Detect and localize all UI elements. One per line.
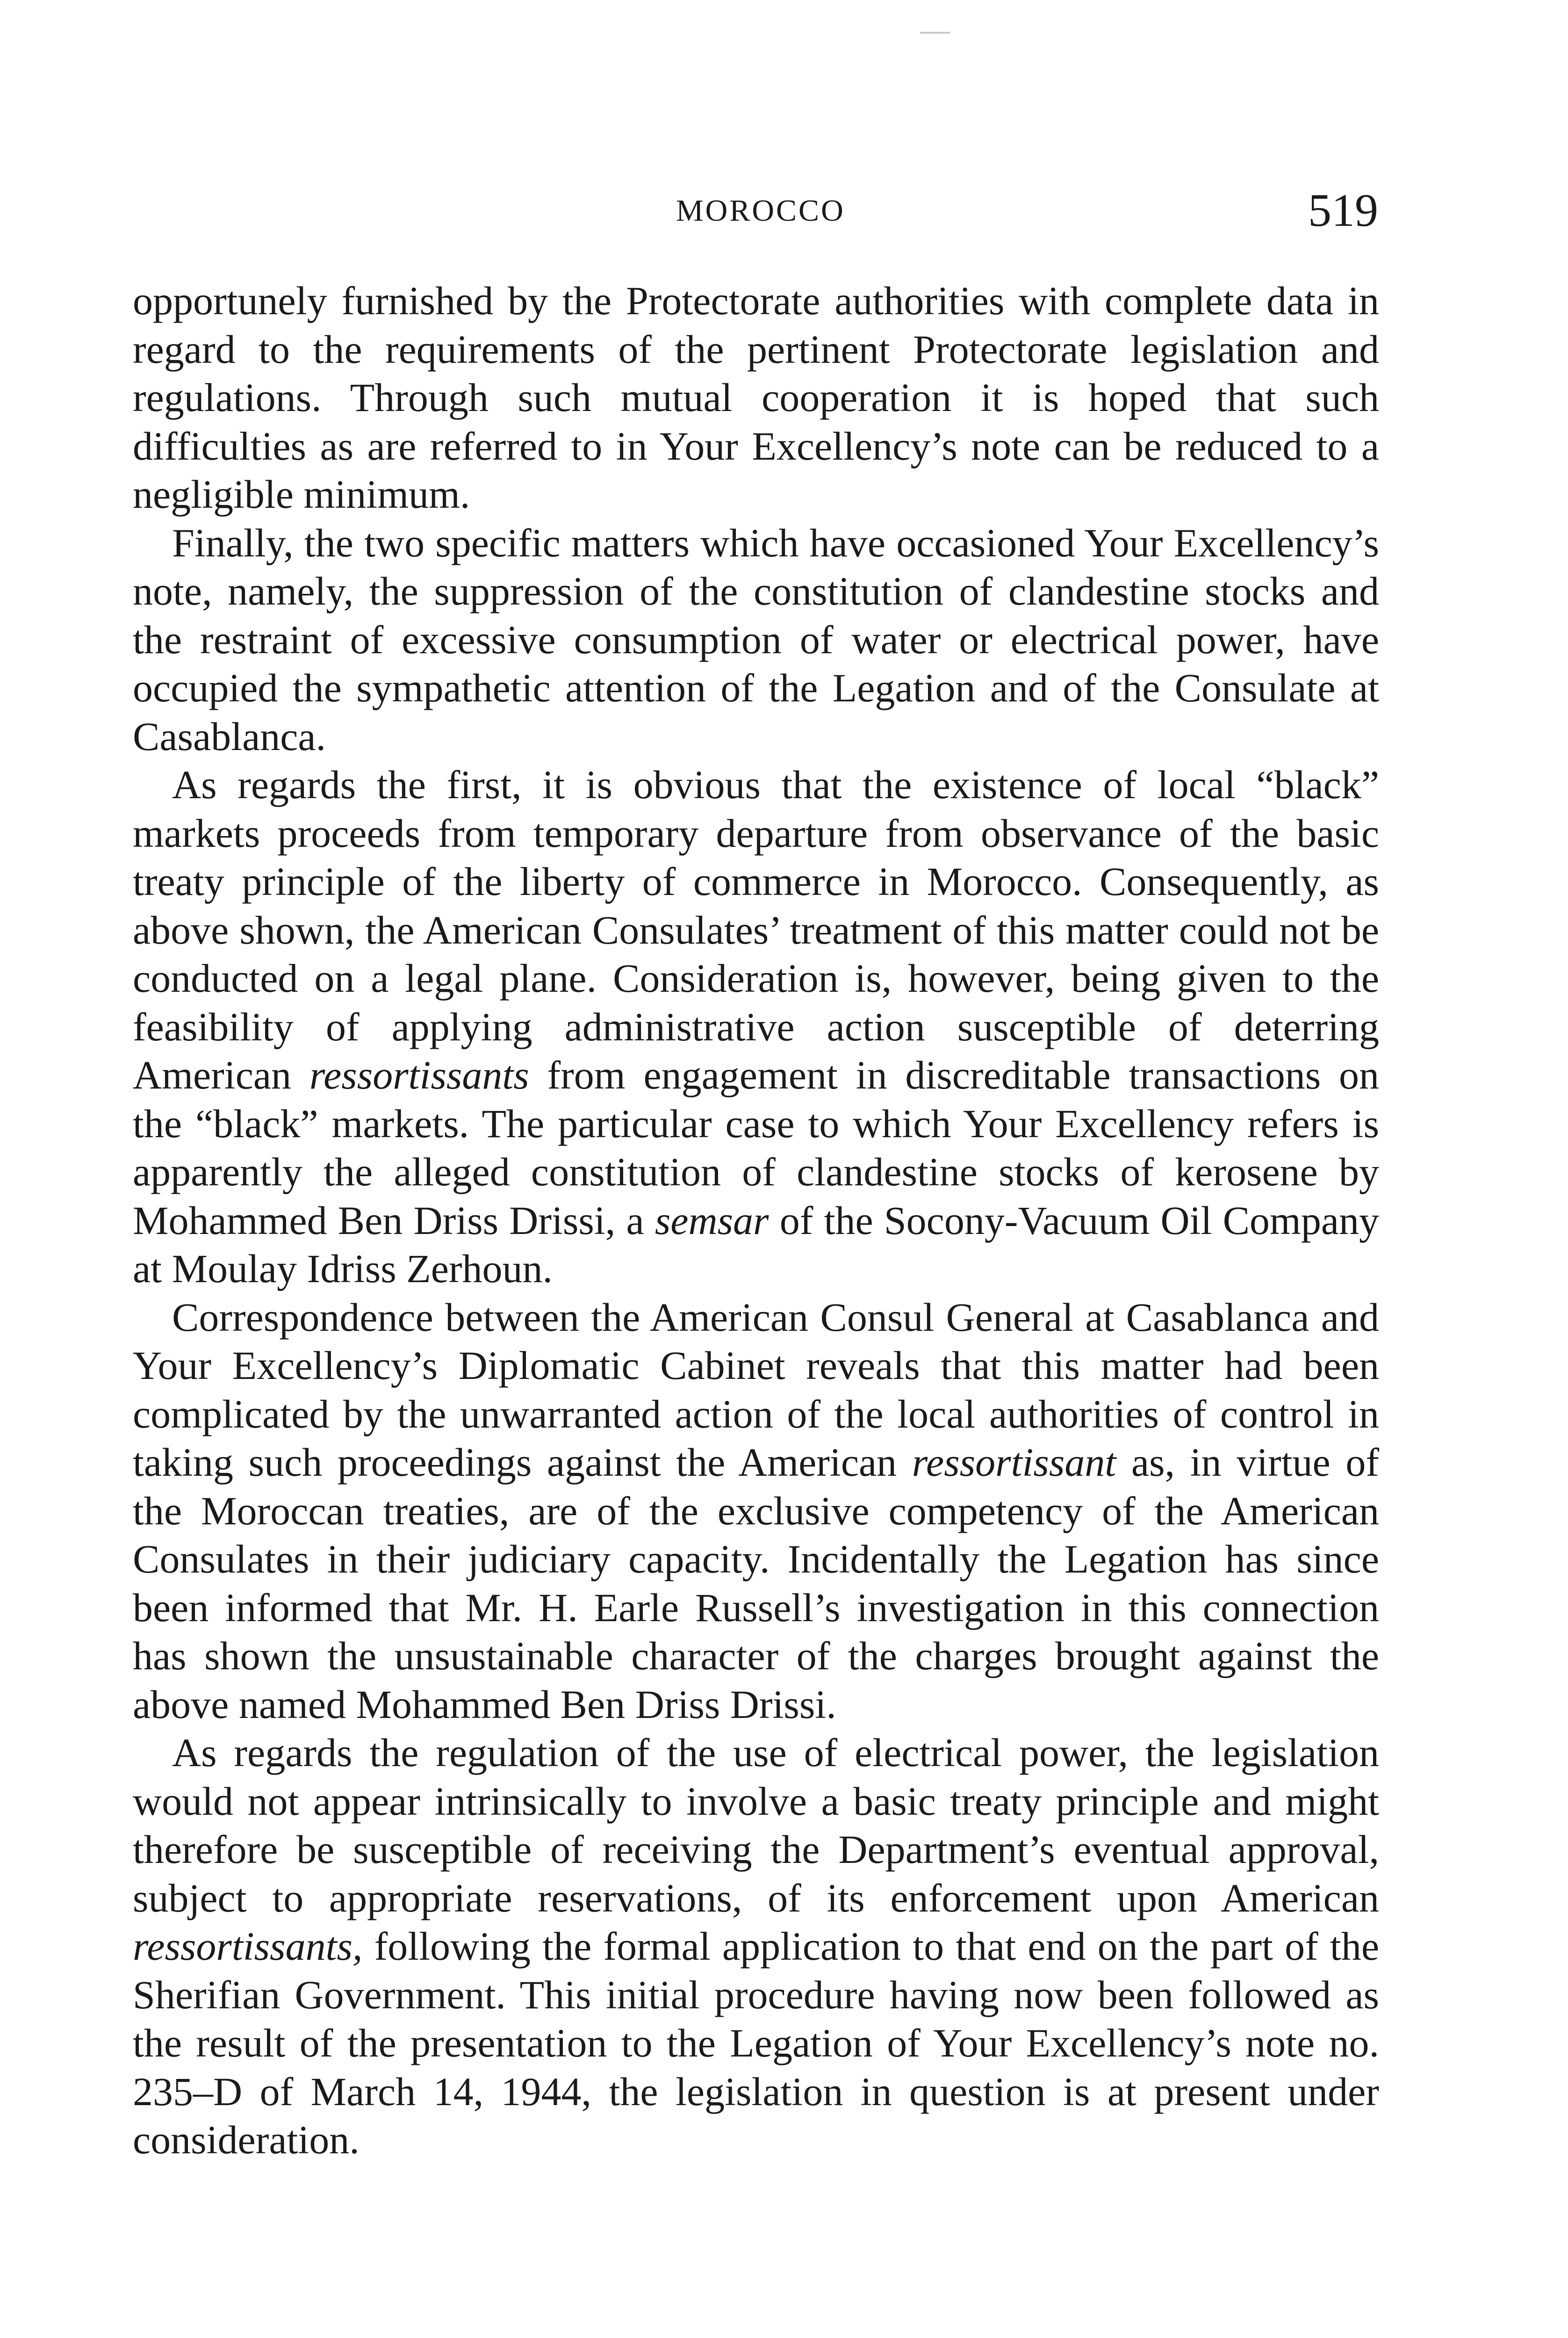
italic-term: ressortissants — [309, 1053, 529, 1097]
running-head: MOROCCO — [676, 194, 845, 228]
italic-term: ressortissants, — [133, 1924, 363, 1969]
paragraph-5 — [133, 1729, 1379, 2165]
paragraph-4-text-b: as, in virtue of the Moroccan treaties, are of the exclusive competency of the American Consulates in their judiciary capacity. Incidentally the Legation has since been informed that Mr. H. Earle Russell’s investigation in this connection has shown the unsustainable character of the charges brought against the above named Mohammed Ben Driss Drissi. — [133, 1440, 1379, 1727]
page-number: 519 — [1308, 184, 1378, 236]
page-edge-mark — [920, 32, 950, 34]
paragraph-3-text-a: As regards the first, it is obvious that the existence of local “black” markets proceeds from temporary departure from observance of the basic treaty principle of the liberty of commerce in Morocco. Consequently, as above shown, the American Consulates’ treatment of this matter could not be conducted on a legal plane. Consideration is, however, being given to the feasibility of applying administrative action susceptible of deterring American — [133, 762, 1379, 1097]
paragraph-1: opportunely furnished by the Protectorate authorities with complete data in regard to the requirements of the pertinent Protectorate legislation and regulations. Through such mutual cooperation it is hoped that such difficulties as are referred to in Your Excellency’s note can be reduced to a negligible minimum. — [133, 278, 1379, 517]
italic-term: ressortissant — [912, 1440, 1116, 1485]
paragraph-3-text-b: from engagement in discreditable transactions on the “black” markets. The particular case to which Your Excellency refers is apparently the alleged constitution of clandestine stocks of kerosene by Mohammed Ben Driss Drissi, a — [133, 1053, 1379, 1243]
paragraph-5-text-a: As regards the regulation of the use of electrical power, the legislation would not appear intrinsically to involve a basic treaty principle and might therefore be susceptible of receiving the Department’s eventual approval, subject to appropriate reservations, of its enforcement upon American — [133, 1730, 1379, 1920]
paragraph-3-text-c: of the Socony-Vacuum Oil Company at Moulay Idriss Zerhoun. — [133, 1198, 1379, 1291]
italic-term: semsar — [655, 1198, 769, 1243]
paragraph-4 — [133, 1293, 1379, 1729]
paragraph-2: Finally, the two specific matters which have occasioned Your Excellency’s note, namely, the suppression of the constitution of clandestine stocks and the restraint of excessive consumption of water or electrical power, have occupied the sympathetic attention of the Legation and of the Consulate at Casablanca. — [133, 520, 1379, 759]
paragraph-5-text-b: following the formal application to that end on the part of the Sherifian Government. This initial procedure having now been followed as the result of the presentation to the Legation of Your Excellency’s note no. 235–D of March 14, 1944, the legislation in question is at present under consideration. — [133, 1924, 1379, 2162]
paragraph-3 — [133, 761, 1379, 1293]
paragraph-4-text-a: Correspondence between the American Consul General at Casablanca and Your Excellency’s Diplomatic Cabinet reveals that this matter had been complicated by the unwarranted action of the local authorities of control in taking such proceedings against the American — [133, 1294, 1379, 1485]
body-text — [133, 277, 1379, 2165]
